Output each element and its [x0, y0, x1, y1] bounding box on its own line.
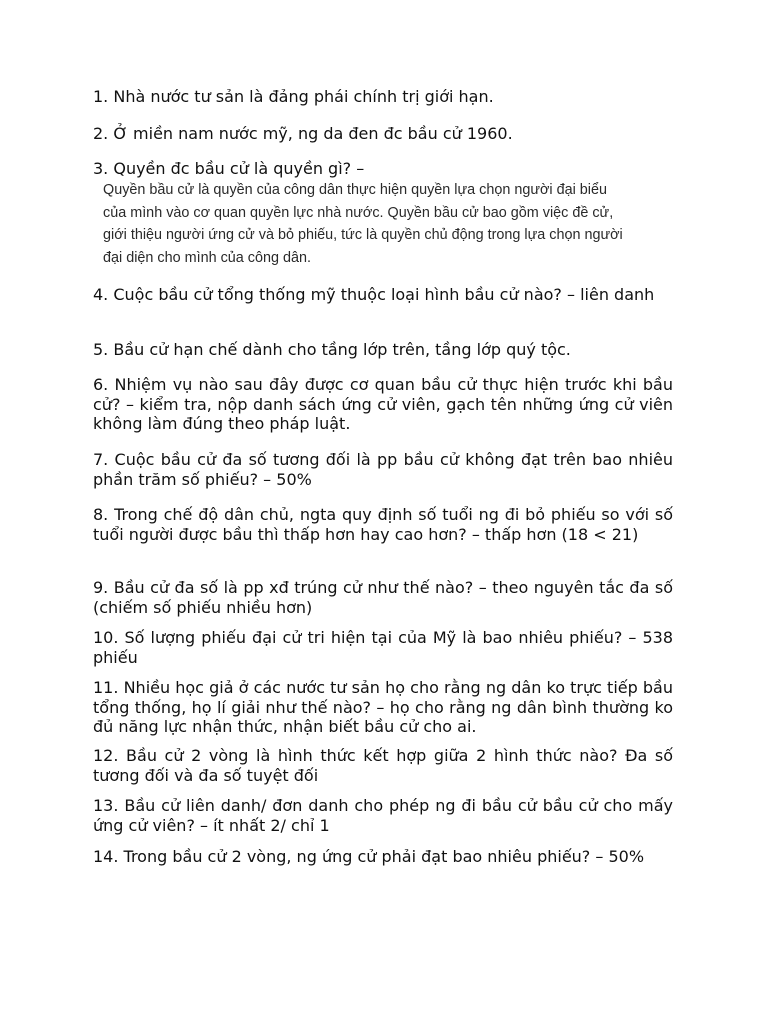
- question-2: 2. Ở miền nam nước mỹ, ng da đen đc bầu cử 1960.: [93, 124, 513, 143]
- question-11: 11. Nhiều học giả ở các nước tư sản họ cho rằng ng dân ko trực tiếp bầu tổng thống, họ lí giải như thế nào? – họ cho rằng ng dân bình thường ko đủ năng lực nhận thức, nhận biết bầu cử cho ai.: [93, 678, 673, 736]
- question-14: 14. Trong bầu cử 2 vòng, ng ứng cử phải đạt bao nhiêu phiếu? – 50%: [93, 847, 645, 866]
- question-10: 10. Số lượng phiếu đại cử tri hiện tại của Mỹ là bao nhiêu phiếu? – 538 phiếu: [93, 628, 673, 667]
- question-1: 1. Nhà nước tư sản là đảng phái chính trị giới hạn.: [93, 87, 494, 106]
- question-9: 9. Bầu cử đa số là pp xđ trúng cử như thế nào? – theo nguyên tắc đa số (chiếm số phiếu nhiều hơn): [93, 578, 673, 617]
- question-5: 5. Bầu cử hạn chế dành cho tầng lớp trên, tầng lớp quý tộc.: [93, 340, 571, 359]
- question-12: 12. Bầu cử 2 vòng là hình thức kết hợp giữa 2 hình thức nào? Đa số tương đối và đa số tuyệt đối: [93, 746, 673, 785]
- question-7: 7. Cuộc bầu cử đa số tương đối là pp bầu cử không đạt trên bao nhiêu phần trăm số phiếu? – 50%: [93, 450, 673, 489]
- question-8: 8. Trong chế độ dân chủ, ngta quy định số tuổi ng đi bỏ phiếu so với số tuổi người được bầu thì thấp hơn hay cao hơn? – thấp hơn (18 < 21): [93, 505, 673, 544]
- question-6: 6. Nhiệm vụ nào sau đây được cơ quan bầu cử thực hiện trước khi bầu cử? – kiểm tra, nộp danh sách ứng cử viên, gạch tên những ứng cử viên không làm đúng theo pháp luật.: [93, 375, 673, 433]
- question-4: 4. Cuộc bầu cử tổng thống mỹ thuộc loại hình bầu cử nào? – liên danh: [93, 285, 655, 304]
- question-3: 3. Quyền đc bầu cử là quyền gì? –: [93, 159, 365, 178]
- question-13: 13. Bầu cử liên danh/ đơn danh cho phép ng đi bầu cử bầu cử cho mấy ứng cử viên? – ít nhất 2/ chỉ 1: [93, 796, 673, 835]
- quote-answer-3: Quyền bầu cử là quyền của công dân thực hiện quyền lựa chọn người đại biểu của mình vào cơ quan quyền lực nhà nước. Quyền bầu cử bao gồm việc đề cử, giới thiệu người ứng cử và bỏ phiếu, tức là quyền chủ động trong lựa chọn người đại diện cho mình của công dân.: [103, 182, 623, 266]
